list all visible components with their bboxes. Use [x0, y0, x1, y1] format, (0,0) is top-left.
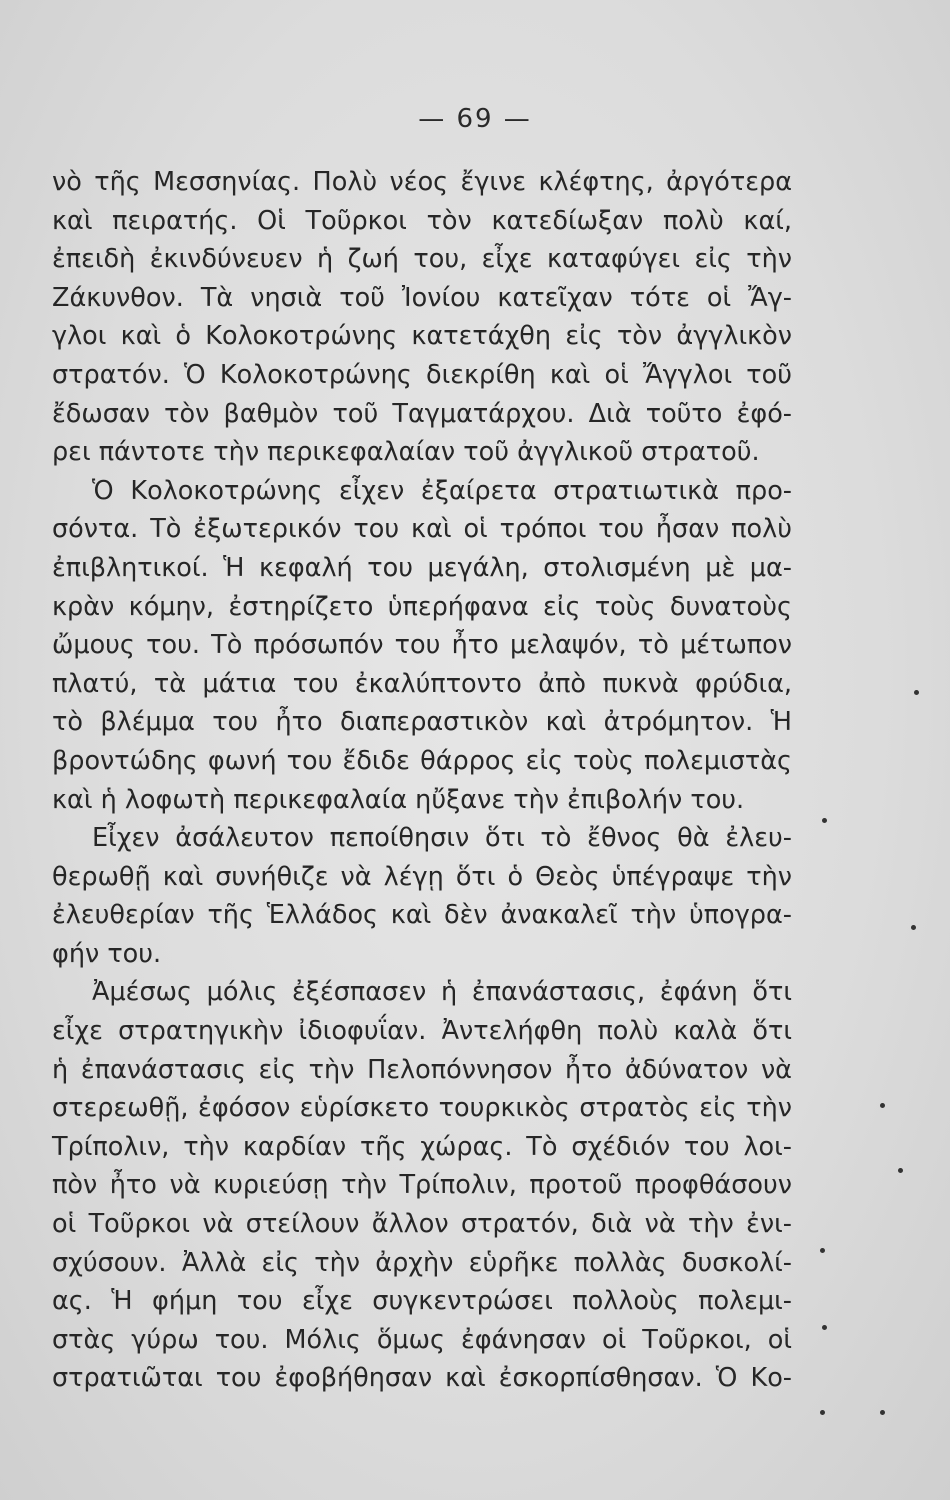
text-line: πὸν ἦτο νὰ κυριεύσῃ τὴν Τρίπολιν, προτοῦ προφθάσουν — [52, 1170, 792, 1201]
text-line: ἐπιβλητικοί. Ἡ κεφαλή του μεγάλη, στολισμένη μὲ μα- — [52, 552, 792, 583]
text-line: Τρίπολιν, τὴν καρδίαν τῆς χώρας. Τὸ σχέδιόν του λοι- — [52, 1131, 792, 1162]
text-line: ἐπειδὴ ἐκινδύνευεν ἡ ζωή του, εἶχε καταφύγει εἰς τὴν — [52, 244, 792, 275]
text-line: Ὁ Κολοκοτρώνης εἶχεν ἐξαίρετα στρατιωτικὰ προ- — [92, 475, 792, 506]
text-line: στὰς γύρω του. Μόλις ὅμως ἐφάνησαν οἱ Τοῦρκοι, οἱ — [52, 1324, 792, 1355]
scan-speck — [822, 1325, 827, 1330]
scan-speck — [820, 1248, 825, 1253]
scan-speck — [898, 1168, 903, 1173]
page-number: — 69 — — [418, 104, 532, 134]
text-line: πλατύ, τὰ μάτια του ἐκαλύπτοντο ἀπὸ πυκνὰ φρύδια, — [52, 668, 792, 699]
text-line: τὸ βλέμμα του ἦτο διαπεραστικὸν καὶ ἀτρόμητον. Ἡ — [52, 707, 792, 738]
text-line: βροντώδης φωνή του ἔδιδε θάρρος εἰς τοὺς πολεμιστὰς — [52, 745, 792, 776]
text-line: ἔδωσαν τὸν βαθμὸν τοῦ Ταγματάρχου. Διὰ τοῦτο ἐφό- — [52, 398, 792, 429]
text-line: κρὰν κόμην, ἐστηρίζετο ὑπερήφανα εἰς τοὺς δυνατοὺς — [52, 591, 792, 622]
scan-speck — [911, 925, 916, 930]
text-line: καὶ πειρατής. Οἱ Τοῦρκοι τὸν κατεδίωξαν πολὺ καί, — [52, 205, 792, 236]
text-line: ὤμους του. Τὸ πρόσωπόν του ἦτο μελαψόν, τὸ μέτωπον — [52, 630, 792, 661]
text-line: στρατόν. Ὁ Κολοκοτρώνης διεκρίθη καὶ οἱ Ἄγγλοι τοῦ — [52, 359, 792, 390]
text-line: νὸ τῆς Μεσσηνίας. Πολὺ νέος ἔγινε κλέφτης, ἀργότερα — [52, 167, 792, 197]
text-line: καὶ ἡ λοφωτὴ περικεφαλαία ηὔξανε τὴν ἐπιβολήν του. — [52, 784, 745, 815]
text-line: ρει πάντοτε τὴν περικεφαλαίαν τοῦ ἀγγλικοῦ στρατοῦ. — [52, 437, 760, 468]
text-line: φήν του. — [52, 938, 162, 969]
text-line: γλοι καὶ ὁ Κολοκοτρώνης κατετάχθη εἰς τὸν ἀγγλικὸν — [52, 321, 792, 352]
text-line: σχύσουν. Ἀλλὰ εἰς τὴν ἀρχὴν εὑρῆκε πολλὰς δυσκολί- — [52, 1247, 792, 1278]
text-line: ἡ ἐπανάστασις εἰς τὴν Πελοπόννησον ἦτο ἀδύνατον νὰ — [52, 1054, 792, 1085]
text-line: θερωθῇ καὶ συνήθιζε νὰ λέγῃ ὅτι ὁ Θεὸς ὑπέγραψε τὴν — [52, 861, 792, 892]
scan-speck — [914, 690, 919, 695]
text-line: σόντα. Τὸ ἐξωτερικόν του καὶ οἱ τρόποι του ἦσαν πολὺ — [52, 514, 792, 545]
text-line: οἱ Τοῦρκοι νὰ στείλουν ἄλλον στρατόν, διὰ νὰ τὴν ἐνι- — [52, 1209, 792, 1240]
text-line: στρατιῶται του ἐφοβήθησαν καὶ ἐσκορπίσθησαν. Ὁ Κο- — [52, 1363, 792, 1394]
scan-speck — [820, 1410, 825, 1415]
scan-speck — [880, 1103, 885, 1108]
text-line: ἐλευθερίαν τῆς Ἑλλάδος καὶ δὲν ἀνακαλεῖ τὴν ὑπογρα- — [52, 900, 792, 931]
text-line: Ζάκυνθον. Τὰ νησιὰ τοῦ Ἰονίου κατεῖχαν τότε οἱ Ἄγ- — [52, 282, 792, 313]
scan-speck — [880, 1410, 885, 1415]
text-line: εἶχε στρατηγικὴν ἰδιοφυΐαν. Ἀντελήφθη πολὺ καλὰ ὅτι — [52, 1016, 792, 1047]
body-text — [52, 163, 792, 1398]
text-line: στερεωθῇ, ἐφόσον εὑρίσκετο τουρκικὸς στρατὸς εἰς τὴν — [52, 1093, 792, 1124]
text-line: Ἀμέσως μόλις ἐξέσπασεν ἡ ἐπανάστασις, ἐφάνη ὅτι — [92, 977, 792, 1008]
text-line: ας. Ἡ φήμη του εἶχε συγκεντρώσει πολλοὺς πολεμι- — [52, 1286, 792, 1317]
scan-speck — [822, 818, 827, 823]
text-line: Εἶχεν ἀσάλευτον πεποίθησιν ὅτι τὸ ἔθνος θὰ ἐλευ- — [92, 823, 792, 854]
